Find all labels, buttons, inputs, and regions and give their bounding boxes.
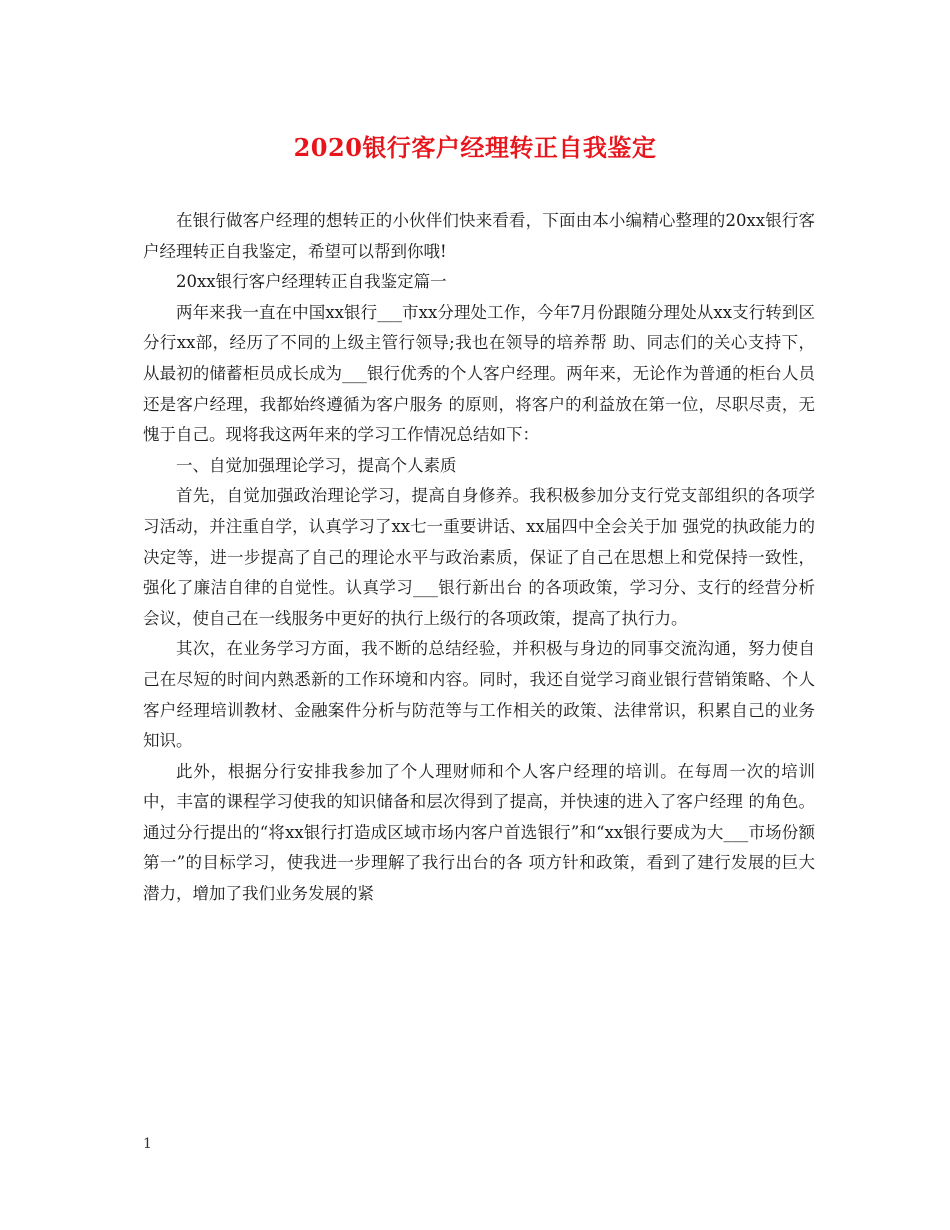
- paragraph-subheading-theory: 一、自觉加强理论学习，提高个人素质: [176, 455, 457, 475]
- paragraph-second: 其次，在业务学习方面，我不断的总结经验，并积极与身边的同事交流沟通，努力使自己在尽短的时间内熟悉新的工作环境和内容。同时，我还自觉学习商业银行营销策略、个人客户经理培训教材、金融案件分析与防范等与工作相关的政策、法律常识，积累自己的业务知识。: [143, 639, 815, 751]
- paragraph-intro: 在银行做客户经理的想转正的小伙伴们快来看看，下面由本小编精心整理的20xx银行客户经理转正自我鉴定，希望可以帮到你哦!: [143, 211, 815, 261]
- document-body: [143, 206, 815, 910]
- paragraph-third: 此外，根据分行安排我参加了个人理财师和个人客户经理的培训。在每周一次的培训中，丰富的课程学习使我的知识储备和层次得到了提高，并快速的进入了客户经理 的角色。通过分行提出的“将xx银行打造成区域市场内客户首选银行”和“xx银行要成为大___市场份额第一”的目标学习，使我进一步理解了我行出台的各 项方针和政策，看到了建行发展的巨大潜力，增加了我们业务发展的紧: [143, 761, 815, 904]
- document-title: 2020银行客户经理转正自我鉴定: [293, 133, 657, 162]
- paragraph-section-heading: 20xx银行客户经理转正自我鉴定篇一: [176, 272, 447, 292]
- paragraph-first: 首先，自觉加强政治理论学习，提高自身修养。我积极参加分支行党支部组织的各项学习活动，并注重自学，认真学习了xx七一重要讲话、xx届四中全会关于加 强党的执政能力的决定等，进一步提高了自己的理论水平与政治素质，保证了自己在思想上和党保持一致性，强化了廉洁自律的自觉性。认真学习___银行新出台 的各项政策，学习分、支行的经营分析会议，使自己在一线服务中更好的执行上级行的各项政策，提高了执行力。: [143, 486, 815, 628]
- page-number: 1: [143, 1136, 152, 1152]
- paragraph-overview: 两年来我一直在中国xx银行___市xx分理处工作，今年7月份跟随分理处从xx支行转到区分行xx部，经历了不同的上级主管行领导;我也在领导的培养帮 助、同志们的关心支持下，从最初的储蓄柜员成长成为___银行优秀的个人客户经理。两年来，无论作为普通的柜台人员还是客户经理，我都始终遵循为客户服务 的原则，将客户的利益放在第一位，尽职尽责，无愧于自己。现将我这两年来的学习工作情况总结如下：: [143, 302, 815, 445]
